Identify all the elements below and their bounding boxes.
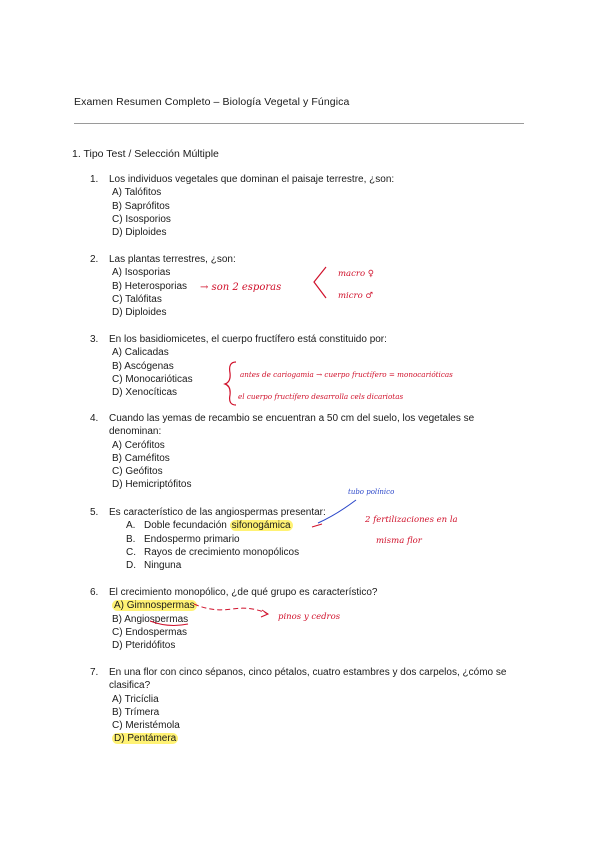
q5-red-line1: 2 fertilizaciones en la	[365, 515, 458, 525]
option-a	[126, 519, 520, 532]
highlighted-text: sifonogámica	[231, 520, 291, 532]
q2-micro: micro ♂	[338, 291, 374, 301]
option-b: B) Trímera	[112, 706, 160, 718]
question-stem: El crecimiento monopólico, ¿de qué grupo es característico?	[109, 587, 378, 598]
q2-note: → son 2 esporas	[200, 282, 282, 293]
option-b: B) Heterosporias	[112, 280, 188, 292]
highlighted-text: A) Gimnospermas	[114, 600, 195, 612]
option-d: D) Xenocíticas	[112, 387, 178, 399]
option-text: Doble fecundación	[144, 520, 230, 532]
q5-red-line2: misma flor	[376, 536, 422, 546]
question-1	[90, 173, 520, 239]
question-number: 4.	[90, 413, 99, 424]
option-a: A) Isosporias	[112, 267, 171, 279]
q6-note: pinos y cedros	[278, 612, 341, 622]
question-number: 5.	[90, 507, 99, 518]
option-d: D) Pteridófitos	[112, 640, 176, 652]
option-letter: B.	[126, 533, 136, 545]
option-b: B) Angiospermas	[112, 613, 189, 625]
question-5	[90, 506, 520, 572]
option-d: D) Diploides	[112, 307, 167, 319]
q2-macro: macro ♀	[338, 269, 374, 279]
q3-line1: antes de cariogamia → cuerpo fructífero = monocarióticas	[240, 370, 453, 379]
question-number: 6.	[90, 587, 99, 598]
option-letter: C.	[126, 546, 136, 558]
question-number: 2.	[90, 254, 99, 265]
option-a: A) Talófitos	[112, 187, 162, 199]
question-stem: Los individuos vegetales que dominan el paisaje terrestre, ¿son:	[109, 174, 395, 185]
question-stem: En una flor con cinco sépanos, cinco pétalos, cuatro estambres y dos carpelos, ¿cómo se clasifica?	[109, 667, 507, 692]
option-b	[126, 533, 520, 546]
option-c: C) Monocarióticas	[112, 373, 193, 385]
option-text: Ninguna	[144, 560, 182, 572]
highlighted-text: D) Pentámera	[114, 733, 177, 745]
option-b: B) Caméfitos	[112, 452, 170, 464]
question-stem: Es característico de las angiospermas presentar:	[109, 507, 326, 518]
option-a: A) Calicadas	[112, 347, 169, 359]
question-stem: Cuando las yemas de recambio se encuentran a 50 cm del suelo, los vegetales se denominan:	[109, 413, 475, 438]
question-7	[90, 666, 520, 746]
question-6	[90, 586, 520, 652]
option-d	[126, 559, 520, 572]
question-number: 3.	[90, 334, 99, 345]
option-letter: D.	[126, 560, 136, 572]
question-number: 1.	[90, 174, 99, 185]
option-c: C) Isosporios	[112, 213, 171, 225]
option-text: Endospermo primario	[144, 533, 240, 545]
q3-line2: el cuerpo fructífero desarrolla cels dicariotas	[238, 392, 404, 401]
question-stem: En los basidiomicetes, el cuerpo fructífero está constituido por:	[109, 334, 387, 345]
question-stem: Las plantas terrestres, ¿son:	[109, 254, 236, 265]
section-title: 1. Tipo Test / Selección Múltiple	[72, 148, 219, 160]
option-c	[126, 546, 520, 559]
option-c: C) Meristémola	[112, 720, 180, 732]
q5-blue-note: tubo polínico	[348, 488, 395, 496]
question-number: 7.	[90, 667, 99, 678]
option-b: B) Saprófitos	[112, 200, 170, 212]
option-a: A) Tricíclia	[112, 693, 159, 705]
option-c: C) Geófitos	[112, 466, 163, 478]
option-d: D) Hemicriptófitos	[112, 479, 192, 491]
title-divider	[74, 123, 524, 124]
option-c: C) Endospermas	[112, 626, 188, 638]
question-4	[90, 412, 520, 492]
question-2	[90, 253, 520, 319]
option-d	[112, 732, 520, 745]
option-d: D) Diploides	[112, 227, 167, 239]
question-3	[90, 333, 520, 399]
option-text: Rayos de crecimiento monopólicos	[144, 546, 300, 558]
option-b: B) Ascógenas	[112, 360, 174, 372]
option-letter: A.	[126, 520, 136, 532]
option-a	[112, 599, 520, 612]
option-a: A) Cerófitos	[112, 439, 165, 451]
document-title: Examen Resumen Completo – Biología Vegetal y Fúngica	[74, 96, 350, 108]
option-c: C) Talófitas	[112, 293, 162, 305]
